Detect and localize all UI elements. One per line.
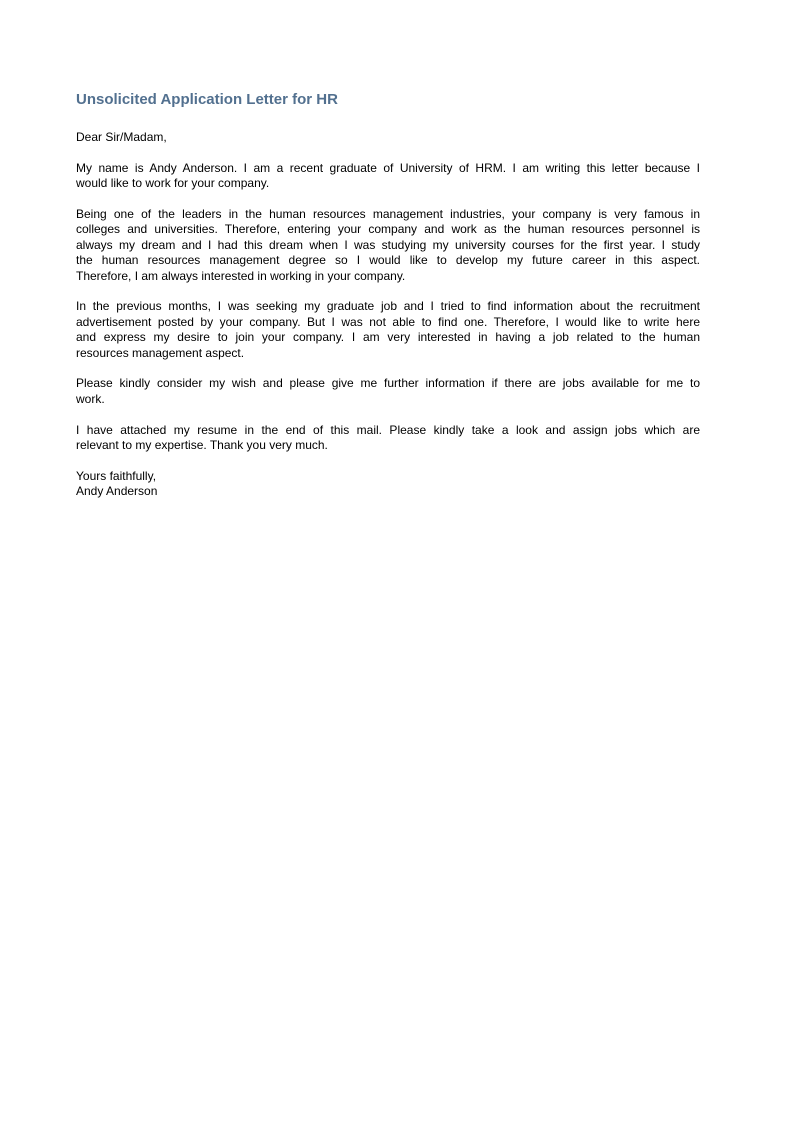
- paragraph-company: [76, 207, 700, 284]
- paragraph-line: I have attached my resume in the end of this mail. Please kindly take a look and assign jobs which are: [76, 422, 700, 437]
- closing-block: [76, 469, 700, 500]
- paragraph-line: Please kindly consider my wish and please give me further information if there are jobs available for me to: [76, 376, 700, 391]
- paragraph-line: would like to work for your company.: [76, 176, 270, 191]
- paragraph-line: and express my desire to join your company. I am very interested in having a job related to the human: [76, 330, 700, 345]
- paragraph-line: resources management aspect.: [76, 345, 245, 360]
- paragraph-line: the human resources management degree so I would like to develop my future career in this aspect.: [76, 253, 700, 268]
- paragraph-line: always my dream and I had this dream when I was studying my university courses for the first year. I study: [76, 237, 700, 252]
- paragraph-request: [76, 376, 700, 407]
- salutation-text: Dear Sir/Madam,: [76, 130, 167, 144]
- signature: Andy Anderson: [76, 484, 158, 499]
- paragraph-line: Being one of the leaders in the human resources management industries, your company is very famous in: [76, 207, 700, 221]
- paragraph-line: Therefore, I am always interested in working in your company.: [76, 268, 406, 283]
- letter-title: Unsolicited Application Letter for HR: [76, 91, 338, 108]
- paragraph-line: relevant to my expertise. Thank you very much.: [76, 438, 328, 453]
- salutation: [76, 130, 700, 145]
- paragraph-line: In the previous months, I was seeking my graduate job and I tried to find information about the recruitment: [76, 299, 700, 314]
- paragraph-resume: [76, 423, 700, 454]
- paragraph-line: advertisement posted by your company. But I was not able to find one. Therefore, I would like to write here: [76, 314, 700, 329]
- paragraph-line: My name is Andy Anderson. I am a recent graduate of University of HRM. I am writing this letter because I: [76, 160, 700, 175]
- paragraph-job-search: [76, 299, 700, 361]
- paragraph-line: colleges and universities. Therefore, entering your company and work as the human resources personnel is: [76, 222, 700, 237]
- closing-text: Yours faithfully,: [76, 468, 157, 483]
- letter-body: [76, 90, 700, 515]
- paragraph-intro: [76, 161, 700, 192]
- paragraph-line: work.: [76, 391, 105, 406]
